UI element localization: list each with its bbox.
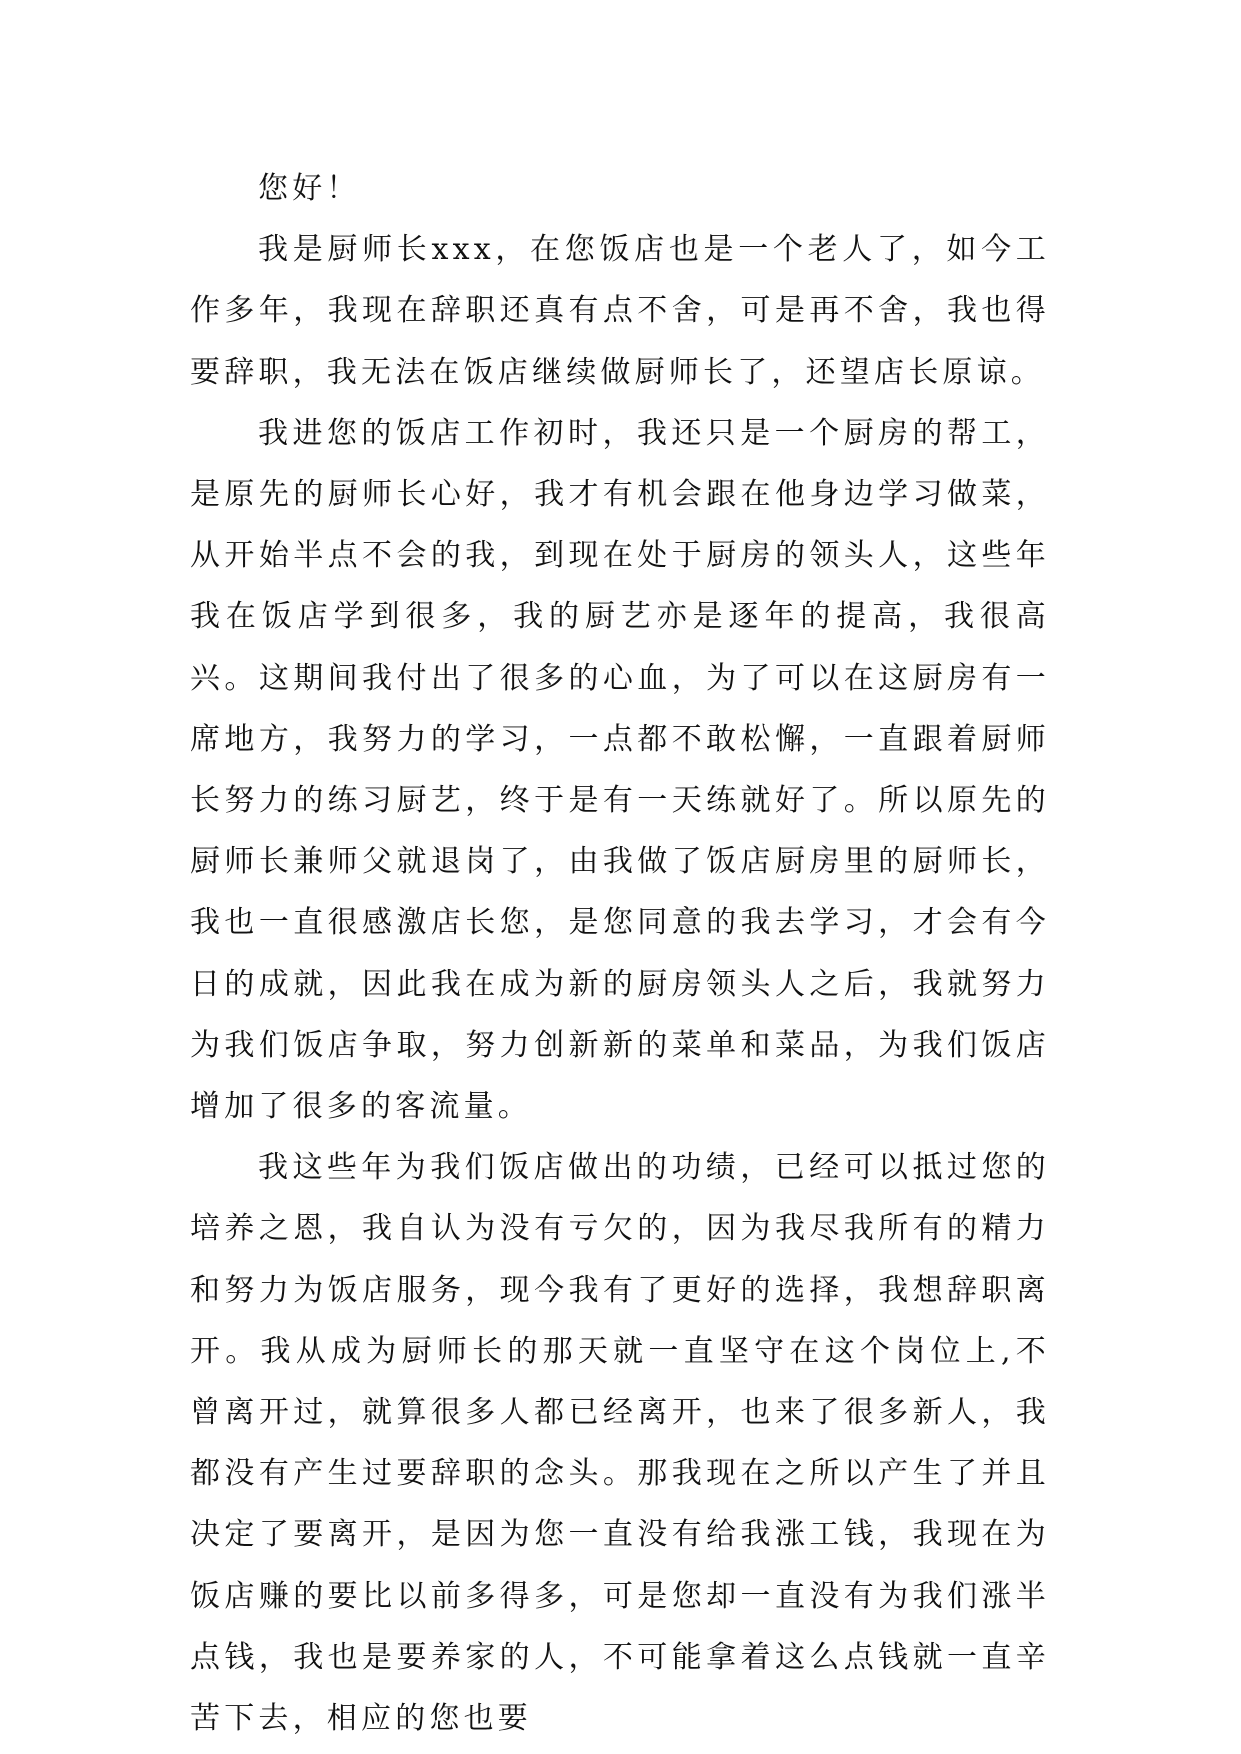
paragraph-1: 我是厨师长xxx，在您饭店也是一个老人了，如今工作多年，我现在辞职还真有点不舍，可是再不舍，我也得要辞职，我无法在饭店继续做厨师长了，还望店长原谅。 xyxy=(190,232,1050,390)
paragraph-2: 我进您的饭店工作初时，我还只是一个厨房的帮工，是原先的厨师长心好，我才有机会跟在他身边学习做菜，从开始半点不会的我，到现在处于厨房的领头人，这些年我在饭店学到很多，我的厨艺亦是逐年的提高，我很高兴。这期间我付出了很多的心血，为了可以在这厨房有一席地方，我努力的学习，一点都不敢松懈，一直跟着厨师长努力的练习厨艺，终于是有一天练就好了。所以原先的厨师长兼师父就退岗了，由我做了饭店厨房里的厨师长，我也一直很感激店长您，是您同意的我去学习，才会有今日的成就，因此我在成为新的厨房领头人之后，我就努力为我们饭店争取，努力创新新的菜单和菜品，为我们饭店增加了很多的客流量。 xyxy=(190,415,1050,1125)
paragraph-3: 我这些年为我们饭店做出的功绩，已经可以抵过您的培养之恩，我自认为没有亏欠的，因为我尽我所有的精力和努力为饭店服务，现今我有了更好的选择，我想辞职离开。我从成为厨师长的那天就一直坚守在这个岗位上,不曾离开过，就算很多人都已经离开，也来了很多新人，我都没有产生过要辞职的念头。那我现在之所以产生了并且决定了要离开，是因为您一直没有给我涨工钱，我现在为饭店赚的要比以前多得多，可是您却一直没有为我们涨半点钱，我也是要养家的人，不可能拿着这么点钱就一直辛苦下去，相应的您也要 xyxy=(190,1150,1050,1737)
greeting: 您好！ xyxy=(258,171,361,206)
letter-body xyxy=(190,158,1050,1749)
